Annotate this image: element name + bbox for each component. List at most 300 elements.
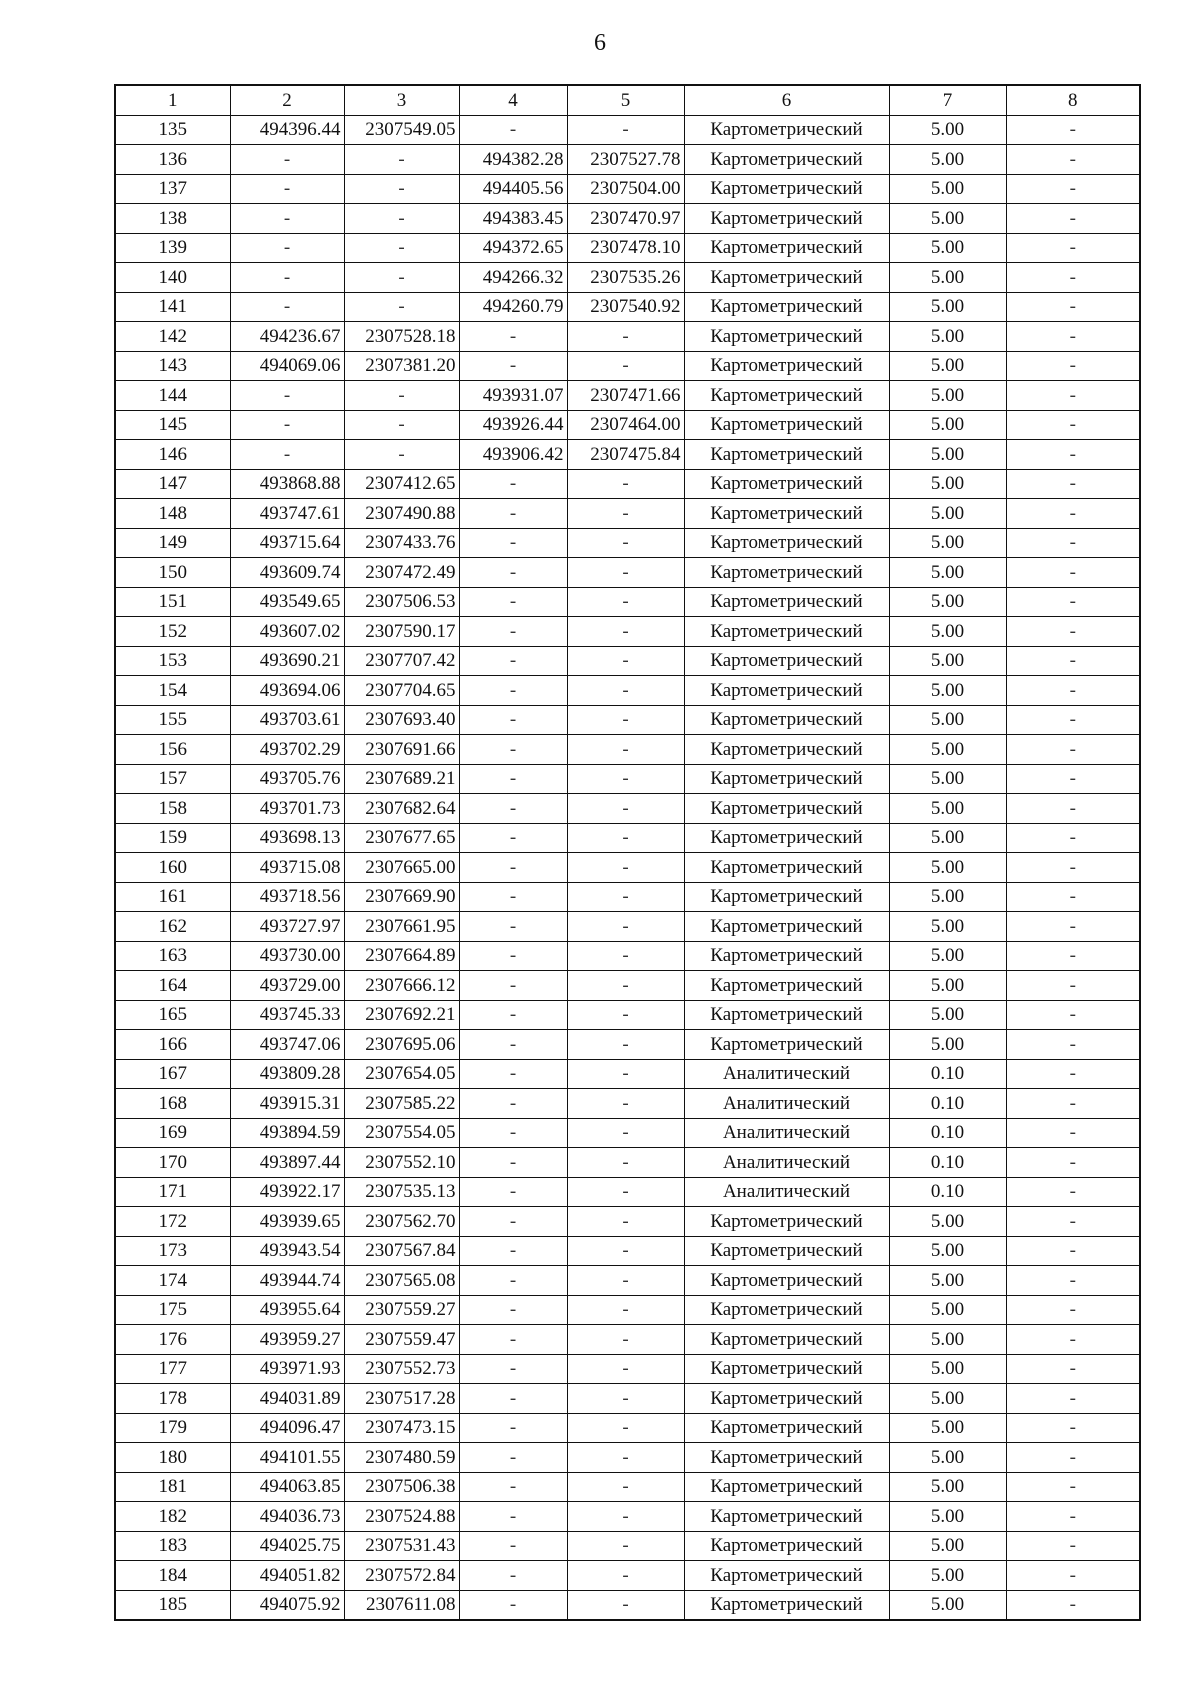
table-cell: 0.10 xyxy=(889,1089,1006,1119)
table-cell: - xyxy=(459,499,567,529)
table-cell: - xyxy=(567,1266,684,1296)
table-cell: - xyxy=(459,764,567,794)
table-cell: 494031.89 xyxy=(230,1384,344,1414)
table-cell: - xyxy=(567,1177,684,1207)
table-row xyxy=(115,1531,1140,1561)
table-cell: Картометрический xyxy=(684,646,889,676)
table-cell: 493959.27 xyxy=(230,1325,344,1355)
table-cell: 5.00 xyxy=(889,587,1006,617)
table-cell: - xyxy=(1006,676,1140,706)
table-cell: - xyxy=(459,971,567,1001)
table-cell: 5.00 xyxy=(889,794,1006,824)
table-cell: - xyxy=(1006,1177,1140,1207)
table-row xyxy=(115,735,1140,765)
table-row xyxy=(115,528,1140,558)
table-cell: - xyxy=(567,1059,684,1089)
table-cell: 182 xyxy=(115,1502,230,1532)
table-cell: Картометрический xyxy=(684,1531,889,1561)
table-cell: - xyxy=(1006,646,1140,676)
column-header: 8 xyxy=(1006,85,1140,115)
table-cell: 162 xyxy=(115,912,230,942)
table-cell: Картометрический xyxy=(684,1561,889,1591)
table-cell: - xyxy=(459,1590,567,1620)
table-cell: - xyxy=(1006,1325,1140,1355)
table-cell: 139 xyxy=(115,233,230,263)
table-cell: - xyxy=(567,971,684,1001)
table-cell: 151 xyxy=(115,587,230,617)
table-cell: 5.00 xyxy=(889,1502,1006,1532)
table-cell: 493698.13 xyxy=(230,823,344,853)
table-cell: 5.00 xyxy=(889,823,1006,853)
table-cell: 5.00 xyxy=(889,1531,1006,1561)
table-cell: Картометрический xyxy=(684,440,889,470)
table-cell: 5.00 xyxy=(889,1561,1006,1591)
table-cell: 5.00 xyxy=(889,410,1006,440)
table-cell: Картометрический xyxy=(684,1443,889,1473)
table-cell: - xyxy=(567,853,684,883)
table-cell: Картометрический xyxy=(684,705,889,735)
table-cell: 494036.73 xyxy=(230,1502,344,1532)
table-cell: 5.00 xyxy=(889,204,1006,234)
table-cell: 2307665.00 xyxy=(344,853,459,883)
table-cell: Картометрический xyxy=(684,1000,889,1030)
table-cell: 2307559.27 xyxy=(344,1295,459,1325)
table-cell: - xyxy=(1006,1089,1140,1119)
table-cell: 493703.61 xyxy=(230,705,344,735)
column-header: 7 xyxy=(889,85,1006,115)
table-cell: Аналитический xyxy=(684,1177,889,1207)
table-cell: - xyxy=(459,322,567,352)
table-cell: - xyxy=(230,263,344,293)
table-row xyxy=(115,1295,1140,1325)
table-cell: Аналитический xyxy=(684,1089,889,1119)
table-row xyxy=(115,322,1140,352)
table-cell: 5.00 xyxy=(889,292,1006,322)
table-cell: - xyxy=(567,1207,684,1237)
table-cell: 5.00 xyxy=(889,1000,1006,1030)
table-cell: 170 xyxy=(115,1148,230,1178)
table-cell: 493906.42 xyxy=(459,440,567,470)
table-cell: 0.10 xyxy=(889,1118,1006,1148)
table-cell: 138 xyxy=(115,204,230,234)
table-cell: 2307473.15 xyxy=(344,1413,459,1443)
table-cell: 494405.56 xyxy=(459,174,567,204)
table-cell: - xyxy=(459,1325,567,1355)
table-cell: - xyxy=(459,1000,567,1030)
table-row xyxy=(115,1443,1140,1473)
table-row xyxy=(115,1384,1140,1414)
table-cell: 2307471.66 xyxy=(567,381,684,411)
column-header: 4 xyxy=(459,85,567,115)
table-cell: 493730.00 xyxy=(230,941,344,971)
table-cell: 2307504.00 xyxy=(567,174,684,204)
table-cell: Картометрический xyxy=(684,1236,889,1266)
table-cell: - xyxy=(1006,204,1140,234)
table-cell: - xyxy=(1006,735,1140,765)
table-cell: 168 xyxy=(115,1089,230,1119)
table-cell: - xyxy=(459,558,567,588)
table-body xyxy=(115,115,1140,1620)
table-cell: - xyxy=(1006,1502,1140,1532)
table-cell: - xyxy=(459,1030,567,1060)
table-cell: 143 xyxy=(115,351,230,381)
table-cell: - xyxy=(459,676,567,706)
table-cell: 494372.65 xyxy=(459,233,567,263)
table-cell: 494069.06 xyxy=(230,351,344,381)
table-cell: 5.00 xyxy=(889,646,1006,676)
table-cell: - xyxy=(567,705,684,735)
table-cell: - xyxy=(567,735,684,765)
table-cell: - xyxy=(1006,322,1140,352)
table-row xyxy=(115,145,1140,175)
table-cell: 493715.64 xyxy=(230,528,344,558)
table-cell: - xyxy=(459,1266,567,1296)
table-cell: - xyxy=(1006,440,1140,470)
table-cell: - xyxy=(459,1236,567,1266)
table-cell: - xyxy=(567,764,684,794)
table-cell: 2307554.05 xyxy=(344,1118,459,1148)
table-cell: 5.00 xyxy=(889,1295,1006,1325)
coordinates-table xyxy=(114,84,1141,1621)
table-cell: 2307464.00 xyxy=(567,410,684,440)
table-cell: - xyxy=(567,1590,684,1620)
table-cell: 2307475.84 xyxy=(567,440,684,470)
table-cell: 493701.73 xyxy=(230,794,344,824)
table-row xyxy=(115,1502,1140,1532)
table-cell: 2307540.92 xyxy=(567,292,684,322)
table-cell: - xyxy=(459,882,567,912)
table-cell: 156 xyxy=(115,735,230,765)
table-cell: 181 xyxy=(115,1472,230,1502)
table-cell: - xyxy=(567,676,684,706)
table-cell: 2307682.64 xyxy=(344,794,459,824)
table-row xyxy=(115,499,1140,529)
table-cell: - xyxy=(567,1000,684,1030)
table-cell: 5.00 xyxy=(889,1443,1006,1473)
table-row xyxy=(115,410,1140,440)
table-cell: 2307506.53 xyxy=(344,587,459,617)
table-cell: 493915.31 xyxy=(230,1089,344,1119)
table-cell: - xyxy=(459,646,567,676)
table-cell: 493745.33 xyxy=(230,1000,344,1030)
table-cell: 5.00 xyxy=(889,528,1006,558)
table-cell: 2307669.90 xyxy=(344,882,459,912)
table-cell: 146 xyxy=(115,440,230,470)
table-row xyxy=(115,646,1140,676)
table-row xyxy=(115,1000,1140,1030)
table-cell: - xyxy=(344,292,459,322)
table-cell: - xyxy=(1006,617,1140,647)
table-cell: - xyxy=(567,528,684,558)
table-cell: 2307381.20 xyxy=(344,351,459,381)
table-cell: 493729.00 xyxy=(230,971,344,1001)
table-cell: 494063.85 xyxy=(230,1472,344,1502)
table-row xyxy=(115,351,1140,381)
table-cell: 5.00 xyxy=(889,322,1006,352)
table-cell: - xyxy=(1006,263,1140,293)
table-cell: - xyxy=(567,1502,684,1532)
table-cell: 493715.08 xyxy=(230,853,344,883)
table-cell: - xyxy=(230,145,344,175)
table-cell: - xyxy=(567,1030,684,1060)
table-cell: 2307524.88 xyxy=(344,1502,459,1532)
table-cell: 171 xyxy=(115,1177,230,1207)
table-cell: 2307480.59 xyxy=(344,1443,459,1473)
table-cell: - xyxy=(1006,794,1140,824)
table-row xyxy=(115,292,1140,322)
table-cell: Картометрический xyxy=(684,410,889,440)
table-cell: 5.00 xyxy=(889,882,1006,912)
table-cell: - xyxy=(344,204,459,234)
table-cell: Картометрический xyxy=(684,1266,889,1296)
table-cell: 2307677.65 xyxy=(344,823,459,853)
table-cell: 175 xyxy=(115,1295,230,1325)
table-cell: 165 xyxy=(115,1000,230,1030)
table-row xyxy=(115,1325,1140,1355)
table-cell: 5.00 xyxy=(889,469,1006,499)
table-cell: - xyxy=(459,469,567,499)
table-cell: - xyxy=(567,1354,684,1384)
table-cell: - xyxy=(344,263,459,293)
table-cell: - xyxy=(459,1502,567,1532)
table-cell: - xyxy=(1006,1207,1140,1237)
table-cell: 2307585.22 xyxy=(344,1089,459,1119)
table-cell: 177 xyxy=(115,1354,230,1384)
table-cell: - xyxy=(567,1561,684,1591)
table-cell: - xyxy=(1006,1000,1140,1030)
table-row xyxy=(115,971,1140,1001)
table-cell: 493897.44 xyxy=(230,1148,344,1178)
table-cell: - xyxy=(1006,1295,1140,1325)
table-cell: Картометрический xyxy=(684,558,889,588)
table-cell: - xyxy=(567,322,684,352)
table-row xyxy=(115,587,1140,617)
table-cell: 5.00 xyxy=(889,1207,1006,1237)
table-cell: 2307707.42 xyxy=(344,646,459,676)
table-cell: - xyxy=(344,440,459,470)
table-cell: - xyxy=(1006,764,1140,794)
table-cell: - xyxy=(230,204,344,234)
table-cell: - xyxy=(344,410,459,440)
table-cell: 185 xyxy=(115,1590,230,1620)
table-row xyxy=(115,233,1140,263)
table-cell: - xyxy=(567,1443,684,1473)
table-cell: - xyxy=(459,528,567,558)
table-cell: Картометрический xyxy=(684,1502,889,1532)
table-cell: - xyxy=(459,1472,567,1502)
table-row xyxy=(115,1177,1140,1207)
table-cell: Картометрический xyxy=(684,941,889,971)
table-cell: - xyxy=(1006,528,1140,558)
table-cell: 5.00 xyxy=(889,735,1006,765)
table-cell: Картометрический xyxy=(684,322,889,352)
table-row xyxy=(115,1236,1140,1266)
table-cell: 493955.64 xyxy=(230,1295,344,1325)
table-row xyxy=(115,676,1140,706)
table-row xyxy=(115,882,1140,912)
table-cell: 2307412.65 xyxy=(344,469,459,499)
table-cell: Картометрический xyxy=(684,351,889,381)
table-cell: 493747.61 xyxy=(230,499,344,529)
table-cell: - xyxy=(567,646,684,676)
table-row xyxy=(115,1561,1140,1591)
table-row xyxy=(115,794,1140,824)
table-cell: 141 xyxy=(115,292,230,322)
table-cell: 2307654.05 xyxy=(344,1059,459,1089)
table-cell: 173 xyxy=(115,1236,230,1266)
table-cell: Картометрический xyxy=(684,823,889,853)
table-cell: 493747.06 xyxy=(230,1030,344,1060)
table-cell: 2307590.17 xyxy=(344,617,459,647)
table-cell: - xyxy=(1006,469,1140,499)
table-cell: 5.00 xyxy=(889,1266,1006,1296)
table-cell: 167 xyxy=(115,1059,230,1089)
table-cell: 5.00 xyxy=(889,971,1006,1001)
table-cell: - xyxy=(567,115,684,145)
table-cell: 5.00 xyxy=(889,1384,1006,1414)
table-cell: 161 xyxy=(115,882,230,912)
table-cell: 2307704.65 xyxy=(344,676,459,706)
table-cell: 145 xyxy=(115,410,230,440)
table-cell: 493939.65 xyxy=(230,1207,344,1237)
page-number: 6 xyxy=(594,30,606,56)
table-cell: - xyxy=(1006,941,1140,971)
table-cell: - xyxy=(567,558,684,588)
table-cell: Картометрический xyxy=(684,263,889,293)
table-cell: 494051.82 xyxy=(230,1561,344,1591)
table-cell: Картометрический xyxy=(684,233,889,263)
table-cell: Аналитический xyxy=(684,1148,889,1178)
table-cell: 183 xyxy=(115,1531,230,1561)
table-cell: 2307611.08 xyxy=(344,1590,459,1620)
table-cell: 5.00 xyxy=(889,1354,1006,1384)
column-header: 6 xyxy=(684,85,889,115)
table-cell: 493702.29 xyxy=(230,735,344,765)
table-cell: 2307535.26 xyxy=(567,263,684,293)
table-cell: - xyxy=(1006,912,1140,942)
table-cell: 5.00 xyxy=(889,1030,1006,1060)
table-row xyxy=(115,1030,1140,1060)
table-cell: 164 xyxy=(115,971,230,1001)
table-cell: 178 xyxy=(115,1384,230,1414)
table-cell: - xyxy=(567,1089,684,1119)
table-cell: Картометрический xyxy=(684,145,889,175)
table-cell: 2307567.84 xyxy=(344,1236,459,1266)
table-cell: - xyxy=(567,499,684,529)
table-row xyxy=(115,941,1140,971)
table-cell: Картометрический xyxy=(684,204,889,234)
column-header: 1 xyxy=(115,85,230,115)
table-row xyxy=(115,1059,1140,1089)
table-cell: Картометрический xyxy=(684,912,889,942)
table-cell: 5.00 xyxy=(889,941,1006,971)
table-cell: - xyxy=(459,1561,567,1591)
table-cell: 5.00 xyxy=(889,853,1006,883)
table-cell: Аналитический xyxy=(684,1118,889,1148)
table-cell: - xyxy=(1006,410,1140,440)
table-cell: Картометрический xyxy=(684,882,889,912)
table-cell: 5.00 xyxy=(889,1472,1006,1502)
table-cell: 5.00 xyxy=(889,764,1006,794)
table-row xyxy=(115,1413,1140,1443)
table-cell: - xyxy=(459,1354,567,1384)
table-cell: Картометрический xyxy=(684,115,889,145)
table-cell: 493943.54 xyxy=(230,1236,344,1266)
table-cell: 163 xyxy=(115,941,230,971)
table-cell: 0.10 xyxy=(889,1059,1006,1089)
table-cell: 5.00 xyxy=(889,263,1006,293)
table-cell: Картометрический xyxy=(684,971,889,1001)
table-cell: 494260.79 xyxy=(459,292,567,322)
table-cell: 2307506.38 xyxy=(344,1472,459,1502)
table-cell: 493718.56 xyxy=(230,882,344,912)
table-cell: - xyxy=(344,174,459,204)
table-cell: 2307691.66 xyxy=(344,735,459,765)
table-row xyxy=(115,115,1140,145)
table-cell: Картометрический xyxy=(684,617,889,647)
table-cell: Картометрический xyxy=(684,1472,889,1502)
table-cell: 2307692.21 xyxy=(344,1000,459,1030)
table-cell: 494382.28 xyxy=(459,145,567,175)
table-cell: - xyxy=(1006,115,1140,145)
table-cell: 160 xyxy=(115,853,230,883)
table-cell: 144 xyxy=(115,381,230,411)
table-cell: 494396.44 xyxy=(230,115,344,145)
table-cell: - xyxy=(567,794,684,824)
table-cell: - xyxy=(459,1384,567,1414)
table-cell: 493868.88 xyxy=(230,469,344,499)
table-cell: - xyxy=(1006,1354,1140,1384)
table-cell: 2307661.95 xyxy=(344,912,459,942)
table-cell: 493690.21 xyxy=(230,646,344,676)
table-cell: - xyxy=(567,1472,684,1502)
table-row xyxy=(115,1118,1140,1148)
table-cell: 148 xyxy=(115,499,230,529)
table-cell: Картометрический xyxy=(684,1207,889,1237)
table-cell: 5.00 xyxy=(889,233,1006,263)
table-cell: - xyxy=(1006,351,1140,381)
table-cell: Картометрический xyxy=(684,764,889,794)
table-cell: 494236.67 xyxy=(230,322,344,352)
table-cell: 2307549.05 xyxy=(344,115,459,145)
table-cell: - xyxy=(1006,174,1140,204)
table-cell: 2307666.12 xyxy=(344,971,459,1001)
table-cell: - xyxy=(1006,1531,1140,1561)
table-cell: 2307552.73 xyxy=(344,1354,459,1384)
table-cell: 169 xyxy=(115,1118,230,1148)
table-cell: 494075.92 xyxy=(230,1590,344,1620)
table-cell: - xyxy=(459,1148,567,1178)
table-cell: 135 xyxy=(115,115,230,145)
table-cell: - xyxy=(1006,499,1140,529)
table-row xyxy=(115,1207,1140,1237)
table-cell: 149 xyxy=(115,528,230,558)
table-cell: 5.00 xyxy=(889,1236,1006,1266)
table-cell: - xyxy=(567,469,684,499)
table-cell: - xyxy=(1006,1561,1140,1591)
table-cell: Картометрический xyxy=(684,381,889,411)
table-cell: Картометрический xyxy=(684,292,889,322)
table-cell: Картометрический xyxy=(684,1295,889,1325)
table-cell: - xyxy=(230,292,344,322)
table-cell: - xyxy=(459,1089,567,1119)
table-cell: 5.00 xyxy=(889,351,1006,381)
table-cell: 180 xyxy=(115,1443,230,1473)
table-cell: 493549.65 xyxy=(230,587,344,617)
table-cell: 5.00 xyxy=(889,145,1006,175)
table-cell: 493931.07 xyxy=(459,381,567,411)
table-cell: - xyxy=(459,587,567,617)
